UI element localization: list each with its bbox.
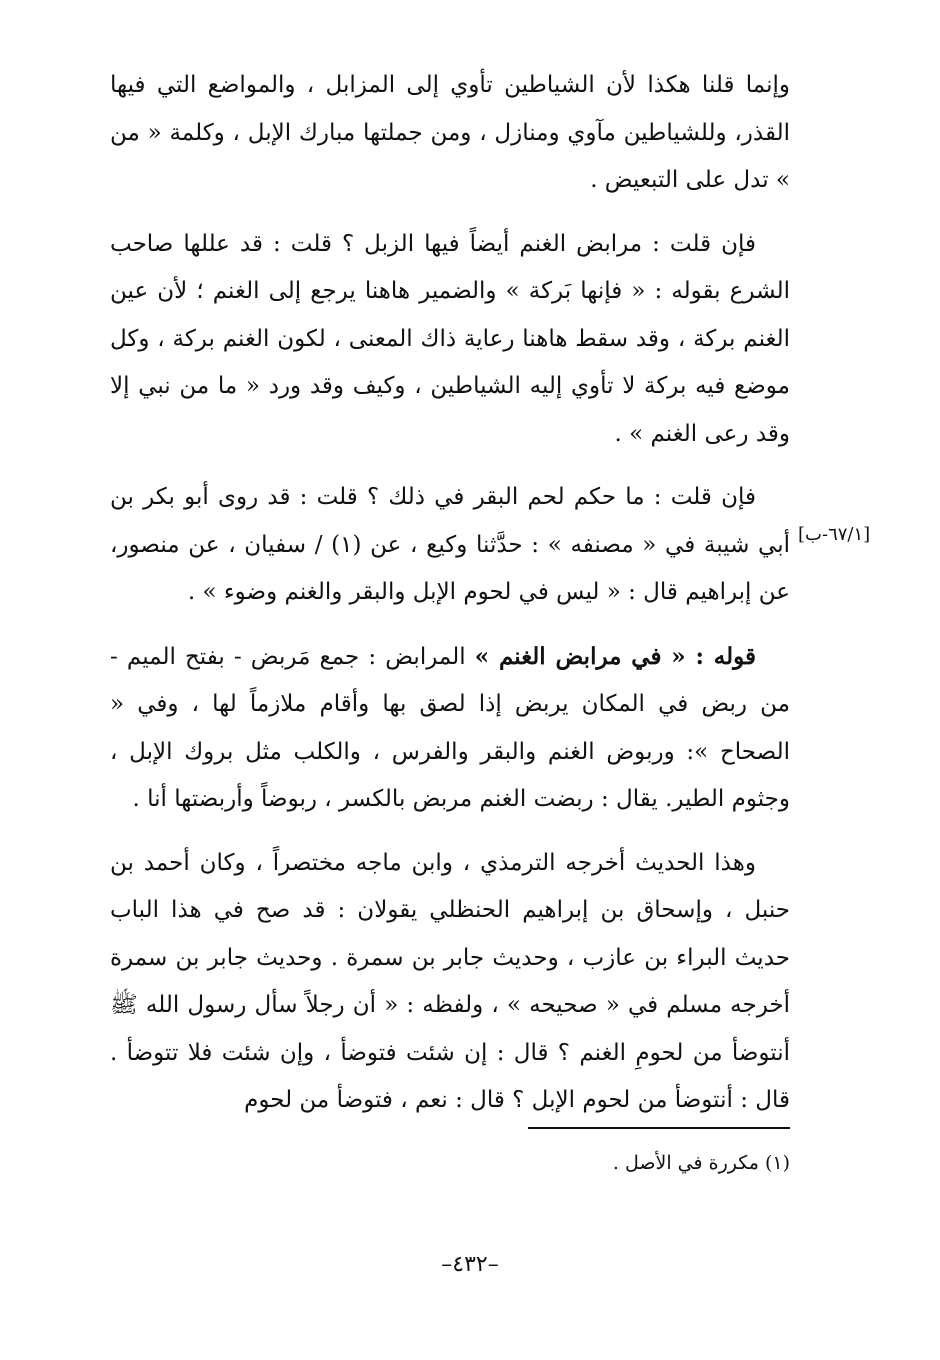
footnote-divider <box>528 1127 790 1129</box>
commentary-rest: المرابض : جمع مَربض - بفتح الميم - من ربض في المكان يربض إذا لصق بها وأقام ملازماً لها ، وفي « الصحاح »: وربوض الغنم والبقر والفرس ، والكلب مثل بروك الإبل ، وجثوم الطير. يقال : ربضت الغنم مربض بالكسر ، ربوضاً وأربضتها أنا . <box>110 643 791 812</box>
commentary-paragraph <box>110 633 790 824</box>
paragraph-2: فإن قلت : مرابض الغنم أيضاً فيها الزبل ؟ قلت : قد عللها صاحب الشرع بقوله : « فإنها بَركة » والضمير هاهنا يرجع إلى الغنم ؛ لأن عين الغنم بركة ، وقد سقط هاهنا رعاية ذاك المعنى ، لكون الغنم بركة ، وكل موضع فيه بركة لا تأوي إليه الشياطين ، وكيف وقد ورد « ما من نبي إلا وقد رعى الغنم » . <box>110 230 790 447</box>
paragraph-3: فإن قلت : ما حكم لحم البقر في ذلك ؟ قلت : قد روى أبو بكر بن أبي شيبة في « مصنفه » : حدَّثنا وكيع ، عن (١) / سفيان ، عن منصور، عن إبراهيم قال : « ليس في لحوم الإبل والبقر والغنم وضوء » . <box>110 484 790 605</box>
main-text <box>110 62 790 1141</box>
page-number: –٤٣٢– <box>441 1252 499 1277</box>
paragraph-5: وهذا الحديث أخرجه الترمذي ، وابن ماجه مختصراً ، وكان أحمد بن حنبل ، وإسحاق بن إبراهيم الحنظلي يقولان : قد صح في هذا الباب حديث البراء بن عازب ، وحديث جابر بن سمرة . وحديث جابر بن سمرة أخرجه مسلم في « صحيحه » ، ولفظه : « أن رجلاً سأل رسول الله ﷺ أنتوضأ من لحومِ الغنم ؟ قال : إن شئت فتوضأ ، وإن شئت فلا تتوضأ . قال : أنتوضأ من لحوم الإبل ؟ قال : نعم ، فتوضأ من لحوم <box>110 849 790 1113</box>
manuscript-folio-note: [٦٧/١-ب] <box>798 524 871 545</box>
paragraph-1: وإنما قلنا هكذا لأن الشياطين تأوي إلى المزابل ، والمواضع التي فيها القذر، وللشياطين مآوي ومنازل ، ومن جملتها مبارك الإبل ، وكلمة « من » تدل على التبعيض . <box>110 72 790 193</box>
footnote: (١) مكررة في الأصل . <box>612 1152 790 1174</box>
commentary-lead: قوله : « في مرابض الغنم » <box>474 642 757 670</box>
